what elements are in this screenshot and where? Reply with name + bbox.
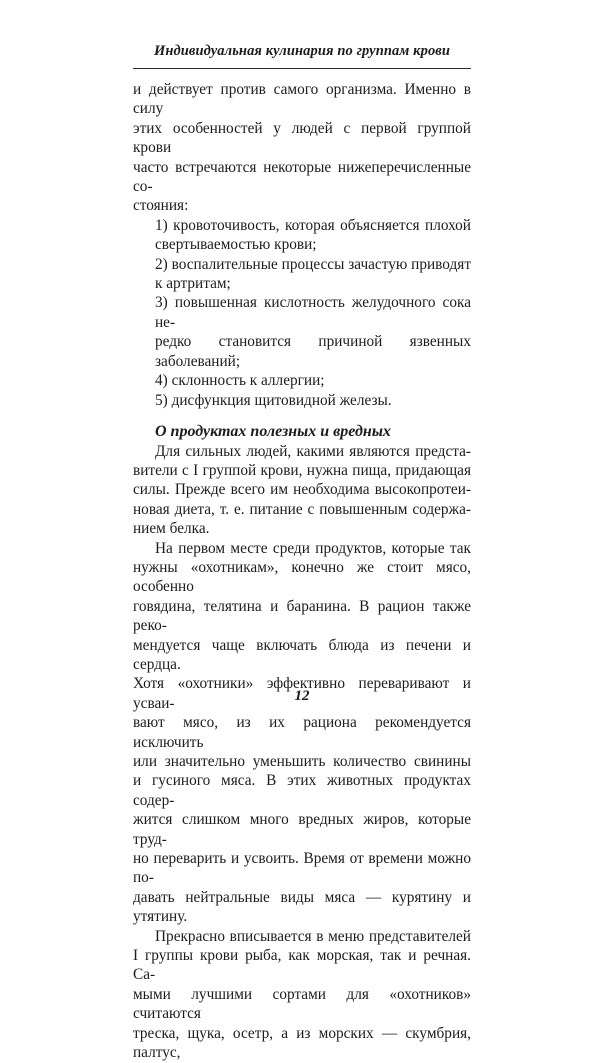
paragraph-line: или значительно уменьшить количество свинины (133, 753, 471, 770)
paragraph-line: говядина, телятина и баранина. В рацион также реко- (133, 597, 471, 635)
list-item-line: 5) дисфункция щитовидной железы. (155, 391, 392, 409)
paragraph-line: На первом месте среди продуктов, которые так (155, 539, 471, 557)
paragraph-line: Хотя «охотники» эффективно переваривают и усваи- (133, 675, 471, 712)
intro-line: и действует против самого организма. Именно в силу (133, 81, 471, 118)
list-item-line: 1) кровоточивость, которая объясняется плохой (155, 216, 471, 234)
paragraph-line: треска, щука, осетр, а из морских — скумбрия, палтус, (133, 1024, 471, 1062)
header-rule (133, 68, 471, 69)
page-number: 12 (294, 688, 310, 704)
paragraph-line: давать нейтральные виды мяса — курятину и утятину. (133, 888, 471, 926)
paragraph-line: мендуется чаще включать блюда из печени и сердца. (133, 636, 471, 673)
running-head-title: Индивидуальная кулинария по группам крови (153, 43, 451, 59)
paragraph-line: новая диета, т. е. питание с повышенным содержа- (133, 500, 471, 518)
paragraph-line: Для сильных людей, какими являются предста- (155, 442, 471, 460)
paragraph-line: вают мясо, из их рациона рекомендуется исключить (133, 714, 471, 751)
list-item (133, 255, 471, 294)
paragraph-line: мыми лучшими сортами для «охотников» считаются (133, 985, 471, 1023)
list-item-line: свертываемостью крови; (155, 236, 317, 254)
paragraph-line: Прекрасно вписывается в меню представителей (155, 927, 471, 945)
intro-line: стояния: (133, 197, 189, 215)
paragraph-line: жится слишком много вредных жиров, которые труд- (133, 811, 471, 848)
intro-line: часто встречаются некоторые нижеперечисленные со- (133, 158, 471, 196)
paragraph-line: но переварить и усвоить. Время от времени можно по- (133, 850, 471, 887)
section-heading: О продуктах полезных и вредных (155, 422, 391, 440)
list-item-line: 2) воспалительные процессы зачастую приводят (155, 255, 471, 273)
paragraph-line: силы. Прежде всего им необходима высокопротеи- (133, 481, 471, 499)
paragraph-line: нужны «охотникам», конечно же стоит мясо, особенно (133, 558, 471, 596)
list-item-line: 4) склонность к аллергии; (155, 372, 325, 390)
list-item (133, 216, 471, 255)
list-item-line: редко становится причиной язвенных заболеваний; (155, 333, 471, 370)
body-text (133, 80, 471, 1063)
list-item-line: к артритам; (155, 275, 231, 293)
list-item (133, 293, 471, 371)
list-item (133, 391, 471, 410)
paragraph-line: вители с I группой крови, нужна пища, придающая (133, 461, 471, 479)
paragraph-line: нием белка. (133, 520, 210, 538)
list-item (133, 371, 471, 390)
list-item-line: 3) повышенная кислотность желудочного сока не- (155, 294, 471, 331)
intro-line: этих особенностей у людей с первой группой крови (133, 119, 471, 157)
paragraph-line: I группы крови рыба, как морская, так и речная. Са- (133, 947, 471, 984)
paragraph-line: и гусиного мяса. В этих животных продуктах содер- (133, 772, 471, 809)
